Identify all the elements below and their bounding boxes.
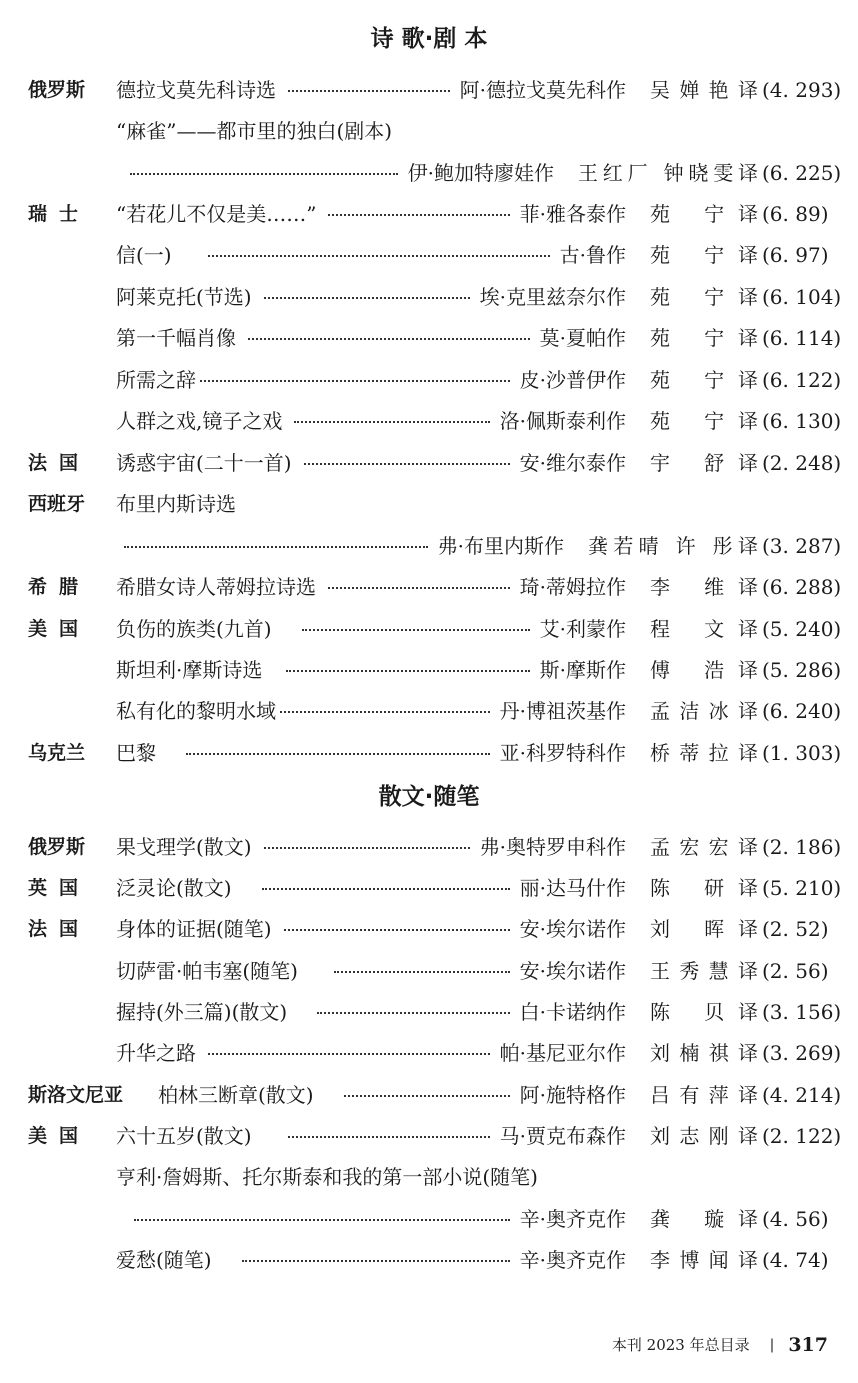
- translator: 李博闻译: [650, 1248, 758, 1272]
- country-label: 乌克兰: [28, 742, 86, 764]
- issue-page-ref: (3. 269): [762, 1041, 842, 1065]
- work-title: 希腊女诗人蒂姆拉诗选: [116, 575, 316, 599]
- toc-row: [28, 448, 842, 478]
- work-title: 升华之路: [116, 1041, 196, 1065]
- dot-leader: [302, 629, 530, 631]
- work-title: 第一千幅肖像: [116, 326, 236, 350]
- work-title: 斯坦利·摩斯诗选: [116, 658, 263, 682]
- work-title: 布里内斯诗选: [116, 492, 236, 516]
- toc-row: [28, 1245, 828, 1275]
- author: 艾·利蒙作: [539, 617, 626, 641]
- author: 莫·夏帕作: [539, 326, 626, 350]
- translator: 苑 宁译: [650, 202, 758, 226]
- work-title: 负伤的族类(九首): [116, 617, 272, 641]
- issue-page-ref: (2. 186): [762, 835, 842, 859]
- author: 安·埃尔诺作: [519, 917, 626, 941]
- translator: 陈 研译: [650, 876, 758, 900]
- work-title: 六十五岁(散文): [116, 1124, 252, 1148]
- country-label: 瑞士: [28, 203, 91, 225]
- toc-row: [28, 199, 828, 229]
- country-label: 斯洛文尼亚: [28, 1084, 124, 1106]
- dot-leader: [328, 587, 510, 589]
- translator: 王秀慧译: [650, 959, 758, 983]
- work-title: 握持(外三篇)(散文): [116, 1000, 288, 1024]
- dot-leader: [294, 421, 489, 423]
- issue-page-ref: (4. 56): [762, 1207, 829, 1231]
- toc-row: [28, 914, 828, 944]
- translator: 苑 宁译: [650, 326, 758, 350]
- author: 埃·克里兹奈尔作: [479, 285, 626, 309]
- country-label: 西班牙: [28, 493, 86, 515]
- translator: 刘 晖译: [650, 917, 758, 941]
- work-title: 柏林三断章(散文): [158, 1083, 314, 1107]
- translator: 苑 宁译: [650, 243, 758, 267]
- issue-page-ref: (5. 240): [762, 617, 842, 641]
- issue-page-ref: (3. 156): [762, 1000, 842, 1024]
- dot-leader: [248, 338, 530, 340]
- work-title: 身体的证据(随笔): [116, 917, 272, 941]
- author: 斯·摩斯作: [539, 658, 626, 682]
- issue-page-ref: (4. 74): [762, 1248, 829, 1272]
- toc-row: [28, 832, 842, 862]
- issue-page-ref: (2. 248): [762, 451, 842, 475]
- dot-leader: [242, 1260, 510, 1262]
- dot-leader: [124, 546, 428, 548]
- dot-leader: [328, 214, 509, 216]
- issue-page-ref: (6. 225): [762, 161, 842, 185]
- issue-page-ref: (6. 104): [762, 285, 842, 309]
- translator: 陈 贝译: [650, 1000, 758, 1024]
- toc-row: [28, 1204, 828, 1234]
- toc-row: [28, 655, 842, 685]
- dot-leader: [130, 173, 398, 175]
- dot-leader: [264, 297, 470, 299]
- author: 弗·布里内斯作: [437, 534, 564, 558]
- author: 古·鲁作: [559, 243, 626, 267]
- work-title: 所需之辞: [116, 368, 196, 392]
- issue-page-ref: (6. 114): [762, 326, 842, 350]
- issue-page-ref: (2. 52): [762, 917, 829, 941]
- footer-separator: |: [769, 1337, 775, 1353]
- dot-leader: [317, 1012, 509, 1014]
- toc-row: [28, 1121, 842, 1151]
- translator: 傅 浩译: [650, 658, 758, 682]
- translator: 龚若晴 许 彤译: [588, 534, 758, 558]
- dot-leader: [288, 90, 450, 92]
- translator: 苑 宁译: [650, 409, 758, 433]
- toc-row: [28, 1080, 842, 1110]
- translator: 宇 舒译: [650, 451, 758, 475]
- country-label: 俄罗斯: [28, 836, 86, 858]
- translator: 吴婵艳译: [650, 78, 758, 102]
- author: 白·卡诺纳作: [519, 1000, 626, 1024]
- country-label: 英国: [28, 877, 91, 899]
- author: 琦·蒂姆拉作: [519, 575, 626, 599]
- work-title: “若花儿不仅是美……”: [116, 202, 317, 226]
- country-label: 俄罗斯: [28, 79, 86, 101]
- work-title: 人群之戏,镜子之戏: [116, 409, 283, 433]
- author: 洛·佩斯泰利作: [499, 409, 626, 433]
- toc-row: [28, 738, 842, 768]
- toc-row: [28, 572, 842, 602]
- author: 菲·雅各泰作: [519, 202, 626, 226]
- dot-leader: [280, 711, 490, 713]
- issue-page-ref: (6. 130): [762, 409, 842, 433]
- toc-row: [28, 997, 842, 1027]
- toc-row: [28, 614, 842, 644]
- author: 辛·奥齐克作: [519, 1248, 626, 1272]
- translator: 苑 宁译: [650, 368, 758, 392]
- dot-leader: [264, 847, 470, 849]
- toc-row: [28, 873, 842, 903]
- author: 亚·科罗特科作: [499, 741, 626, 765]
- author: 阿·德拉戈莫先科作: [459, 78, 626, 102]
- toc-row: [28, 282, 842, 312]
- issue-page-ref: (6. 122): [762, 368, 842, 392]
- author: 帕·基尼亚尔作: [499, 1041, 626, 1065]
- toc-row: [28, 1038, 842, 1068]
- author: 弗·奥特罗申科作: [479, 835, 626, 859]
- author: 伊·鲍加特廖娃作: [407, 161, 554, 185]
- dot-leader: [284, 929, 510, 931]
- issue-page-ref: (6. 240): [762, 699, 842, 723]
- author: 马·贾克布森作: [499, 1124, 626, 1148]
- translator: 刘志刚译: [650, 1124, 758, 1148]
- translator: 苑 宁译: [650, 285, 758, 309]
- page-footer: [612, 1330, 828, 1360]
- issue-page-ref: (4. 293): [762, 78, 842, 102]
- country-label: 美国: [28, 618, 91, 640]
- work-title: 私有化的黎明水域: [116, 699, 276, 723]
- section-title: 散文·随笔: [378, 784, 480, 810]
- issue-page-ref: (3. 287): [762, 534, 842, 558]
- translator: 程 文译: [650, 617, 758, 641]
- dot-leader: [344, 1095, 510, 1097]
- issue-page-ref: (5. 210): [762, 876, 842, 900]
- work-title: 诱惑宇宙(二十一首): [116, 451, 292, 475]
- dot-leader: [334, 971, 510, 973]
- issue-page-ref: (6. 89): [762, 202, 829, 226]
- toc-row: [28, 240, 828, 270]
- issue-page-ref: (5. 286): [762, 658, 842, 682]
- toc-row: [28, 531, 842, 561]
- translator: 龚 璇译: [650, 1207, 758, 1231]
- translator: 刘楠祺译: [650, 1041, 758, 1065]
- work-title: 阿莱克托(节选): [116, 285, 252, 309]
- dot-leader: [208, 255, 550, 257]
- issue-page-ref: (2. 122): [762, 1124, 842, 1148]
- author: 安·维尔泰作: [519, 451, 626, 475]
- work-title: 切萨雷·帕韦塞(随笔): [116, 959, 298, 983]
- work-title: 亨利·詹姆斯、托尔斯泰和我的第一部小说(随笔): [116, 1165, 538, 1189]
- translator: 桥蒂拉译: [650, 741, 758, 765]
- issue-page-ref: (4. 214): [762, 1083, 842, 1107]
- dot-leader: [186, 753, 490, 755]
- dot-leader: [134, 1219, 510, 1221]
- author: 辛·奥齐克作: [519, 1207, 626, 1231]
- author: 皮·沙普伊作: [519, 368, 626, 392]
- work-title: 泛灵论(散文): [116, 876, 232, 900]
- translator: 李 维译: [650, 575, 758, 599]
- work-title: 巴黎: [116, 741, 156, 765]
- dot-leader: [208, 1053, 490, 1055]
- dot-leader: [304, 463, 510, 465]
- work-title: “麻雀”——都市里的独白(剧本): [116, 119, 393, 143]
- country-label: 法国: [28, 452, 91, 474]
- toc-row: [28, 365, 842, 395]
- author: 丽·达马什作: [519, 876, 626, 900]
- issue-page-ref: (6. 288): [762, 575, 842, 599]
- author: 丹·博祖茨基作: [499, 699, 626, 723]
- dot-leader: [288, 1136, 490, 1138]
- toc-row: [28, 323, 842, 353]
- translator: 王红厂 钟晓雯译: [578, 161, 758, 185]
- work-title: 德拉戈莫先科诗选: [116, 78, 276, 102]
- issue-page-ref: (2. 56): [762, 959, 829, 983]
- author: 安·埃尔诺作: [519, 959, 626, 983]
- work-title: 爱愁(随笔): [116, 1248, 212, 1272]
- translator: 孟宏宏译: [650, 835, 758, 859]
- toc-row: [28, 1162, 828, 1192]
- issue-page-ref: (1. 303): [762, 741, 842, 765]
- translator: 吕有萍译: [650, 1083, 758, 1107]
- country-label: 希腊: [28, 576, 91, 598]
- dot-leader: [286, 670, 529, 672]
- issue-page-ref: (6. 97): [762, 243, 829, 267]
- toc-row: [28, 489, 828, 519]
- page-number: 317: [788, 1334, 828, 1356]
- dot-leader: [200, 380, 510, 382]
- toc-row: [28, 956, 828, 986]
- toc-row: [28, 158, 842, 188]
- dot-leader: [262, 888, 510, 890]
- author: 阿·施特格作: [519, 1083, 626, 1107]
- translator: 孟洁冰译: [650, 699, 758, 723]
- work-title: 信(一): [116, 243, 172, 267]
- toc-row: [28, 696, 842, 726]
- footer-label: 本刊 2023 年总目录: [611, 1336, 750, 1354]
- work-title: 果戈理学(散文): [116, 835, 252, 859]
- toc-row: [28, 406, 842, 436]
- section-title: 诗 歌·剧 本: [370, 26, 488, 52]
- toc-row: [28, 75, 842, 105]
- toc-row: [28, 116, 828, 146]
- country-label: 美国: [28, 1125, 91, 1147]
- country-label: 法国: [28, 918, 91, 940]
